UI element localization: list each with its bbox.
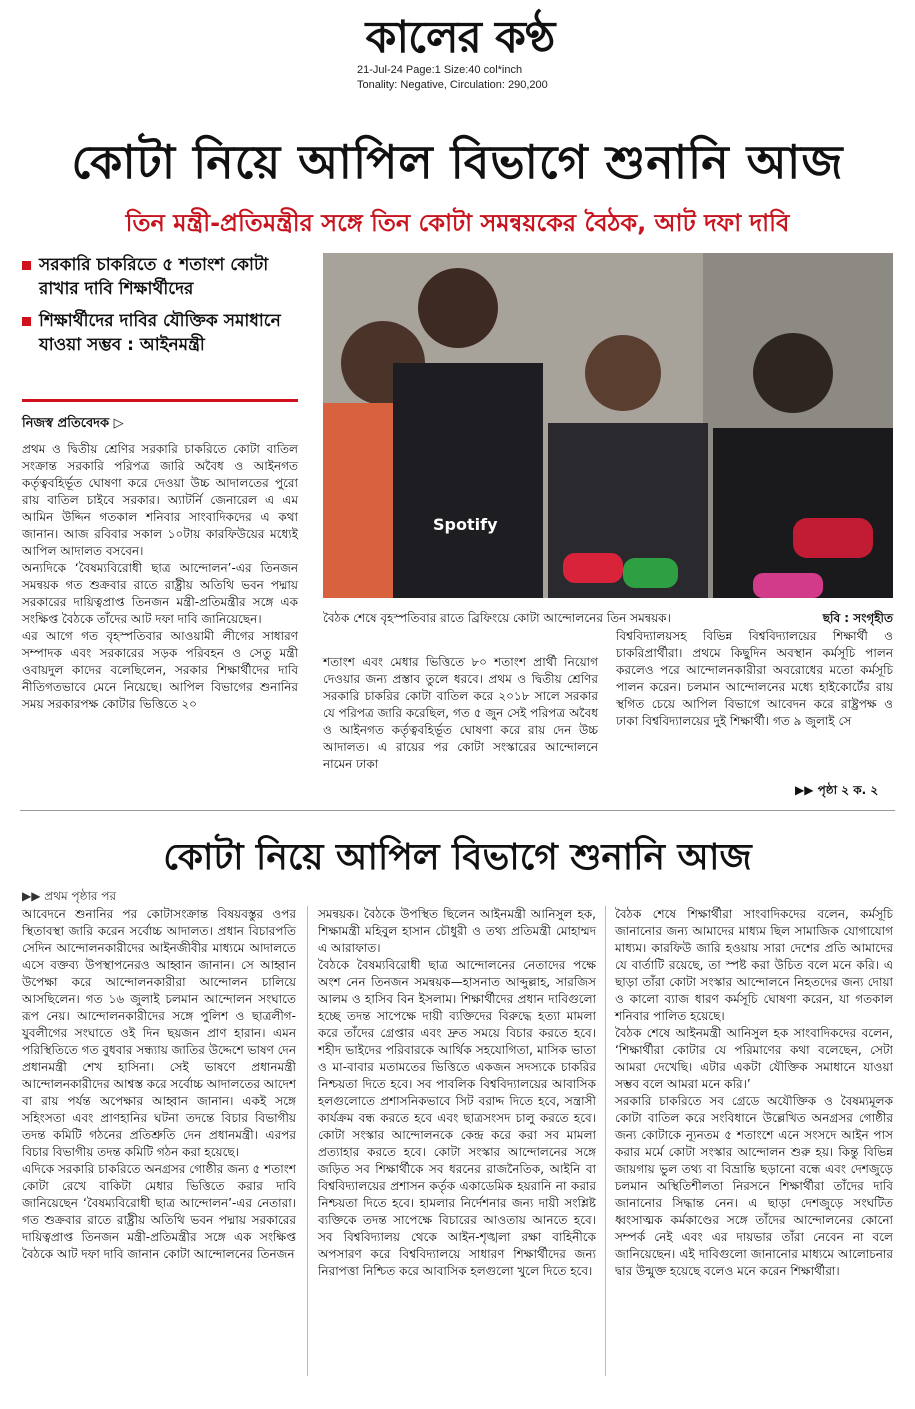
bullet-text: সরকারি চাকরিতে ৫ শতাংশ কোটা রাখার দাবি শিক্ষার্থীদের bbox=[39, 255, 269, 299]
column-rule bbox=[307, 906, 308, 1376]
photo-illustration bbox=[323, 253, 893, 598]
red-square-icon bbox=[22, 317, 31, 326]
red-divider bbox=[22, 399, 298, 402]
news-photo bbox=[323, 253, 893, 598]
paragraph: অন্যদিকে ‘বৈষম্যবিরোধী ছাত্র আন্দোলন’-এর তিনজন সমন্বয়ক গত শুক্রবার রাতে রাষ্ট্রীয় অতিথি ভবন পদ্মায় সরকারের দায়িত্বপ্রাপ্ত তিনজন মন্ত্রী-প্রতিমন্ত্রীর সঙ্গে এক সংক্ষিপ্ত বৈঠকে তাঁদের আট দফা দাবি জানিয়েছেন। bbox=[22, 561, 298, 626]
photo-caption bbox=[323, 610, 893, 630]
bullet-text: শিক্ষার্থীদের দাবির যৌক্তিক সমাধানে যাওয়া সম্ভব : আইনমন্ত্রী bbox=[39, 311, 281, 355]
paragraph: সরকারি চাকরিতে সব গ্রেডে অযৌক্তিক ও বৈষম্যমূলক কোটা বাতিল করে সংবিধানে উল্লেখিত অনগ্রসর গোষ্ঠীর জন্য কোটাকে ন্যূনতম ৫ শতাংশে এনে সংসদে আইন পাস করার মর্মে কোটা সংস্কার আন্দোলন শুরু হয়। কিন্তু বিভিন্ন জায়গায় ভুল তথ্য বা বিভ্রান্তি ছড়ানো বন্ধে এবং দেশজুড়ে চলমান অস্থিতিশীলতা নিরসনে শিক্ষার্থীরা তাঁদের দাবি জানানোর সিদ্ধান্ত নেন। এ ছাড়া দেশজুড়ে সংঘটিত ধ্বংসাত্মক কর্মকাণ্ডের সঙ্গে তাঁদের আন্দোলনের কোনো সম্পর্ক নেই এবং এর দায়ভার তাঁরা নেবেন না বলে জানিয়েছেন। এই দাবিগুলো জানানোর মাধ্যমে আলোচনার দ্বার উন্মুক্ত হয়েছে বলেও মনে করেন শিক্ষার্থীরা। bbox=[615, 1094, 893, 1278]
article-column-4 bbox=[22, 906, 296, 1263]
bullet-item bbox=[22, 253, 302, 301]
paragraph: এদিকে সরকারি চাকরিতে অনগ্রসর গোষ্ঠীর জন্য ৫ শতাংশ কোটা রেখে বাকিটা মেধার ভিত্তিতে করার দাবি জানিয়েছেন ‘বৈষম্যবিরোধী ছাত্র আন্দোলন’-এর নেতারা। গত শুক্রবার রাতে রাষ্ট্রীয় অতিথি ভবন পদ্মায় সরকারের দায়িত্বপ্রাপ্ত তিনজন মন্ত্রী-প্রতিমন্ত্রীর সঙ্গে এক সংক্ষিপ্ত বৈঠকে আট দফা দাবি জানান কোটা আন্দোলনের তিনজন bbox=[22, 1162, 296, 1261]
column-rule bbox=[605, 906, 606, 1376]
red-square-icon bbox=[22, 261, 31, 270]
highlight-bullets bbox=[22, 253, 302, 365]
paragraph: শতাংশ এবং মেধার ভিত্তিতে ৮০ শতাংশ প্রার্থী নিয়োগ দেওয়ার জন্য প্রস্তাব তুলে ধরবে। প্রথম ও দ্বিতীয় শ্রেণির সরকারি চাকরির কোটা বাতিল করে ২০১৮ সালে সরকার যে পরিপত্র জারি করেছিল, গত ৫ জুন সেই পরিপত্র অবৈধ ও আইনগত কর্তৃত্ববহির্ভূত ঘোষণা করে রায় দেন উচ্চ আদালত। এ রায়ের পর কোটা সংস্কারের আন্দোলনে নামেন ঢাকা bbox=[323, 655, 598, 771]
article-column-5 bbox=[318, 906, 596, 1280]
continued-on-page: ▶▶ পৃষ্ঠা ২ ক. ২ bbox=[795, 783, 879, 797]
article-column-1 bbox=[22, 441, 298, 713]
paragraph: আবেদনে শুনানির পর কোটাসংক্রান্ত বিষয়বস্তুর ওপর স্থিতাবস্থা জারি করেন সর্বোচ্চ আদালত। প্রধান বিচারপতি সেদিন আন্দোলনকারীদের আইনজীবীর মাধ্যমে আদালতে এসে বক্তব্য উপস্থাপনেরও আহ্বান জানান। সে আহ্বান উপেক্ষা করে আন্দোলনকারীরা আন্দোলন চালিয়ে আসছিলেন। গত ১৬ জুলাই চলমান আন্দোলন সংঘাতে রূপ নেয়। আন্দোলনকারীদের সঙ্গে পুলিশ ও ছাত্রলীগ-যুবলীগের সংঘাতে ওই দিন ছয়জন প্রাণ হারান। এমন পরিস্থিতিতে গত বুধবার সন্ধ্যায় জাতির উদ্দেশে ভাষণ দেন প্রধানমন্ত্রী শেখ হাসিনা। সেই ভাষণে প্রধানমন্ত্রী আন্দোলনকারীদের আশ্বস্ত করে সর্বোচ্চ আদালতের আদেশ বা রায় পর্যন্ত অপেক্ষার আহ্বান জানান। একই সঙ্গে সহিংসতা এবং প্রাণহানির ঘটনা তদন্তে বিচার বিভাগীয় তদন্ত কমিটি গঠনের প্রতিশ্রুতি দেন প্রধানমন্ত্রী। এরপর বিচার বিভাগীয় তদন্ত কমিটি গঠন করা হয়েছে। bbox=[22, 907, 296, 1159]
paragraph: বৈঠক শেষে শিক্ষার্থীরা সাংবাদিকদের বলেন, কর্মসূচি জানানোর জন্য আমাদের মাধ্যম ছিল সামাজিক যোগাযোগ মাধ্যম। কারফিউ জারি হওয়ায় সারা দেশের প্রতি আমাদের যে বার্তাটি রয়েছে, তা স্পষ্ট করা উচিত বলে মনে করি। এ ছাড়া তাঁরা কোটা সংস্কার আন্দোলনে নিহতদের জন্য দোয়া ও কালো ব্যাজ ধারণ কর্মসূচি ঘোষণা করেন, যা গতকাল শনিবার পালিত হয়েছে। bbox=[615, 907, 893, 1023]
caption-text: বৈঠক শেষে বৃহস্পতিবার রাতে ব্রিফিংয়ে কোটা আন্দোলনের তিন সমন্বয়ক। bbox=[323, 611, 671, 625]
article-column-2 bbox=[323, 654, 598, 773]
sub-headline: তিন মন্ত্রী-প্রতিমন্ত্রীর সঙ্গে তিন কোটা সমন্বয়কের বৈঠক, আট দফা দাবি bbox=[125, 209, 790, 237]
masthead-logo: কালের কণ্ঠ bbox=[365, 12, 555, 63]
jersey-logo: Spotify bbox=[433, 515, 498, 534]
paragraph: বিশ্ববিদ্যালয়সহ বিভিন্ন বিশ্ববিদ্যালয়ের শিক্ষার্থী ও চাকরিপ্রার্থীরা। প্রথমে কিছুদিন অবস্থান কর্মসূচি পালন করলেও পরে আন্দোলনকারীরা অবরোধের মতো কর্মসূচি পালন করেন। চলমান আন্দোলনের মধ্যে হাইকোর্টের রায় স্থগিত চেয়ে আপিল বিভাগে আবেদন করে রাষ্ট্রপক্ষ ও ঢাকা বিশ্ববিদ্যালয়ের দুই শিক্ষার্থী। গত ৯ জুলাই সে bbox=[616, 629, 893, 728]
clipping-meta-line1: 21-Jul-24 Page:1 Size:40 col*inch bbox=[357, 64, 523, 76]
article-column-3 bbox=[616, 628, 893, 730]
photo-credit: ছবি : সংগৃহীত bbox=[822, 611, 893, 625]
paragraph: সমন্বয়ক। বৈঠকে উপস্থিত ছিলেন আইনমন্ত্রী আনিসুল হক, শিক্ষামন্ত্রী মহিবুল হাসান চৌধুরী ও তথ্য প্রতিমন্ত্রী মোহাম্মদ এ আরাফাত। bbox=[318, 907, 596, 955]
byline: নিজস্ব প্রতিবেদক ▷ bbox=[22, 416, 124, 431]
section-divider bbox=[20, 810, 895, 811]
bullet-item bbox=[22, 309, 302, 357]
paragraph: বৈঠকে বৈষম্যবিরোধী ছাত্র আন্দোলনের নেতাদের পক্ষে অংশ নেন তিনজন সমন্বয়ক—হাসনাত আব্দুল্লাহ, সারজিস আলম ও হাসিব বিন ইসলাম। শিক্ষার্থীদের প্রধান দাবিগুলো হচ্ছে তদন্ত সাপেক্ষে দায়ী ব্যক্তিদের বিরুদ্ধে হত্যা মামলা করে তাঁদের গ্রেপ্তার এবং দ্রুত সময়ে বিচার করতে হবে। শহীদ ভাইদের পরিবারকে আর্থিক সহযোগিতা, মাসিক ভাতা ও মা-বাবার মতামতের ভিত্তিতে একজন সদস্যকে চাকরির নিশ্চয়তা দিতে হবে। সব পাবলিক বিশ্ববিদ্যালয়ের আবাসিক হলগুলোতে প্রশাসনিকভাবে সিট বরাদ্দ দিতে হবে, সন্ত্রাসী কার্যক্রম বন্ধ করতে হবে এবং ছাত্রসংসদ চালু করতে হবে। কোটা সংস্কার আন্দোলনকে কেন্দ্র করে করা সব মামলা প্রত্যাহার করতে হবে। কোটা সংস্কার আন্দোলনের সঙ্গে জড়িত সব শিক্ষার্থীকে সব ধরনের রাজনৈতিক, আইনি বা বিশ্ববিদ্যালয়ের প্রশাসন কর্তৃক একাডেমিক হয়রানি না করার নিশ্চয়তা দিতে হবে। হামলার নির্দেশনার জন্য দায়ী সংশ্লিষ্ট ব্যক্তিকে তদন্ত সাপেক্ষে বিচারের আওতায় আনতে হবে। সব বিশ্ববিদ্যালয় থেকে আইন-শৃঙ্খলা রক্ষা বাহিনীকে অপসারণ করে বিশ্ববিদ্যালয়ে সাধারণ শিক্ষার্থীদের জন্য নিরাপত্তা নিশ্চিত করে আবাসিক হলগুলো খুলে দিতে হবে। bbox=[318, 958, 596, 1278]
continuation-headline: কোটা নিয়ে আপিল বিভাগে শুনানি আজ bbox=[163, 837, 752, 878]
paragraph: বৈঠক শেষে আইনমন্ত্রী আনিসুল হক সাংবাদিকদের বলেন, ‘শিক্ষার্থীরা কোটার যে পরিমাণের কথা বলেছেন, সেটা আমরা দেখেছি। এটার একটা যৌক্তিক সমাধানে যাওয়া সম্ভব বলে আমরা মনে করি।’ bbox=[615, 1026, 893, 1091]
paragraph: প্রথম ও দ্বিতীয় শ্রেণির সরকারি চাকরিতে কোটা বাতিল সংক্রান্ত সরকারি পরিপত্র জারি অবৈধ ও আইনগত কর্তৃত্ববহির্ভূত ঘোষণা করে দেওয়া উচ্চ আদালতের পুরো রায় বাতিল চাইবে সরকার। অ্যাটর্নি জেনারেল এ এম আমিন উদ্দিন গতকাল শনিবার সাংবাদিকদের এ কথা জানান। আজ রবিবার সকাল ১০টায় কারফিউয়ের মধ্যেই আপিল আদালত বসবেন। bbox=[22, 442, 298, 558]
clipping-meta-line2: Tonality: Negative, Circulation: 290,200 bbox=[357, 79, 548, 91]
paragraph: এর আগে গত বৃহস্পতিবার আওয়ামী লীগের সাধারণ সম্পাদক এবং সরকারের সড়ক পরিবহন ও সেতু মন্ত্রী ওবায়দুল কাদের বলেছিলেন, সরকার শিক্ষার্থীদের দাবি নীতিগতভাবে মেনে নিয়েছে। আপিল বিভাগের শুনানির সময় সরকারপক্ষ কোটার ভিত্তিতে ২০ bbox=[22, 629, 298, 711]
main-headline: কোটা নিয়ে আপিল বিভাগে শুনানি আজ bbox=[71, 135, 844, 189]
from-front-page-label: ▶▶ প্রথম পৃষ্ঠার পর bbox=[22, 889, 117, 903]
article-column-6 bbox=[615, 906, 893, 1280]
